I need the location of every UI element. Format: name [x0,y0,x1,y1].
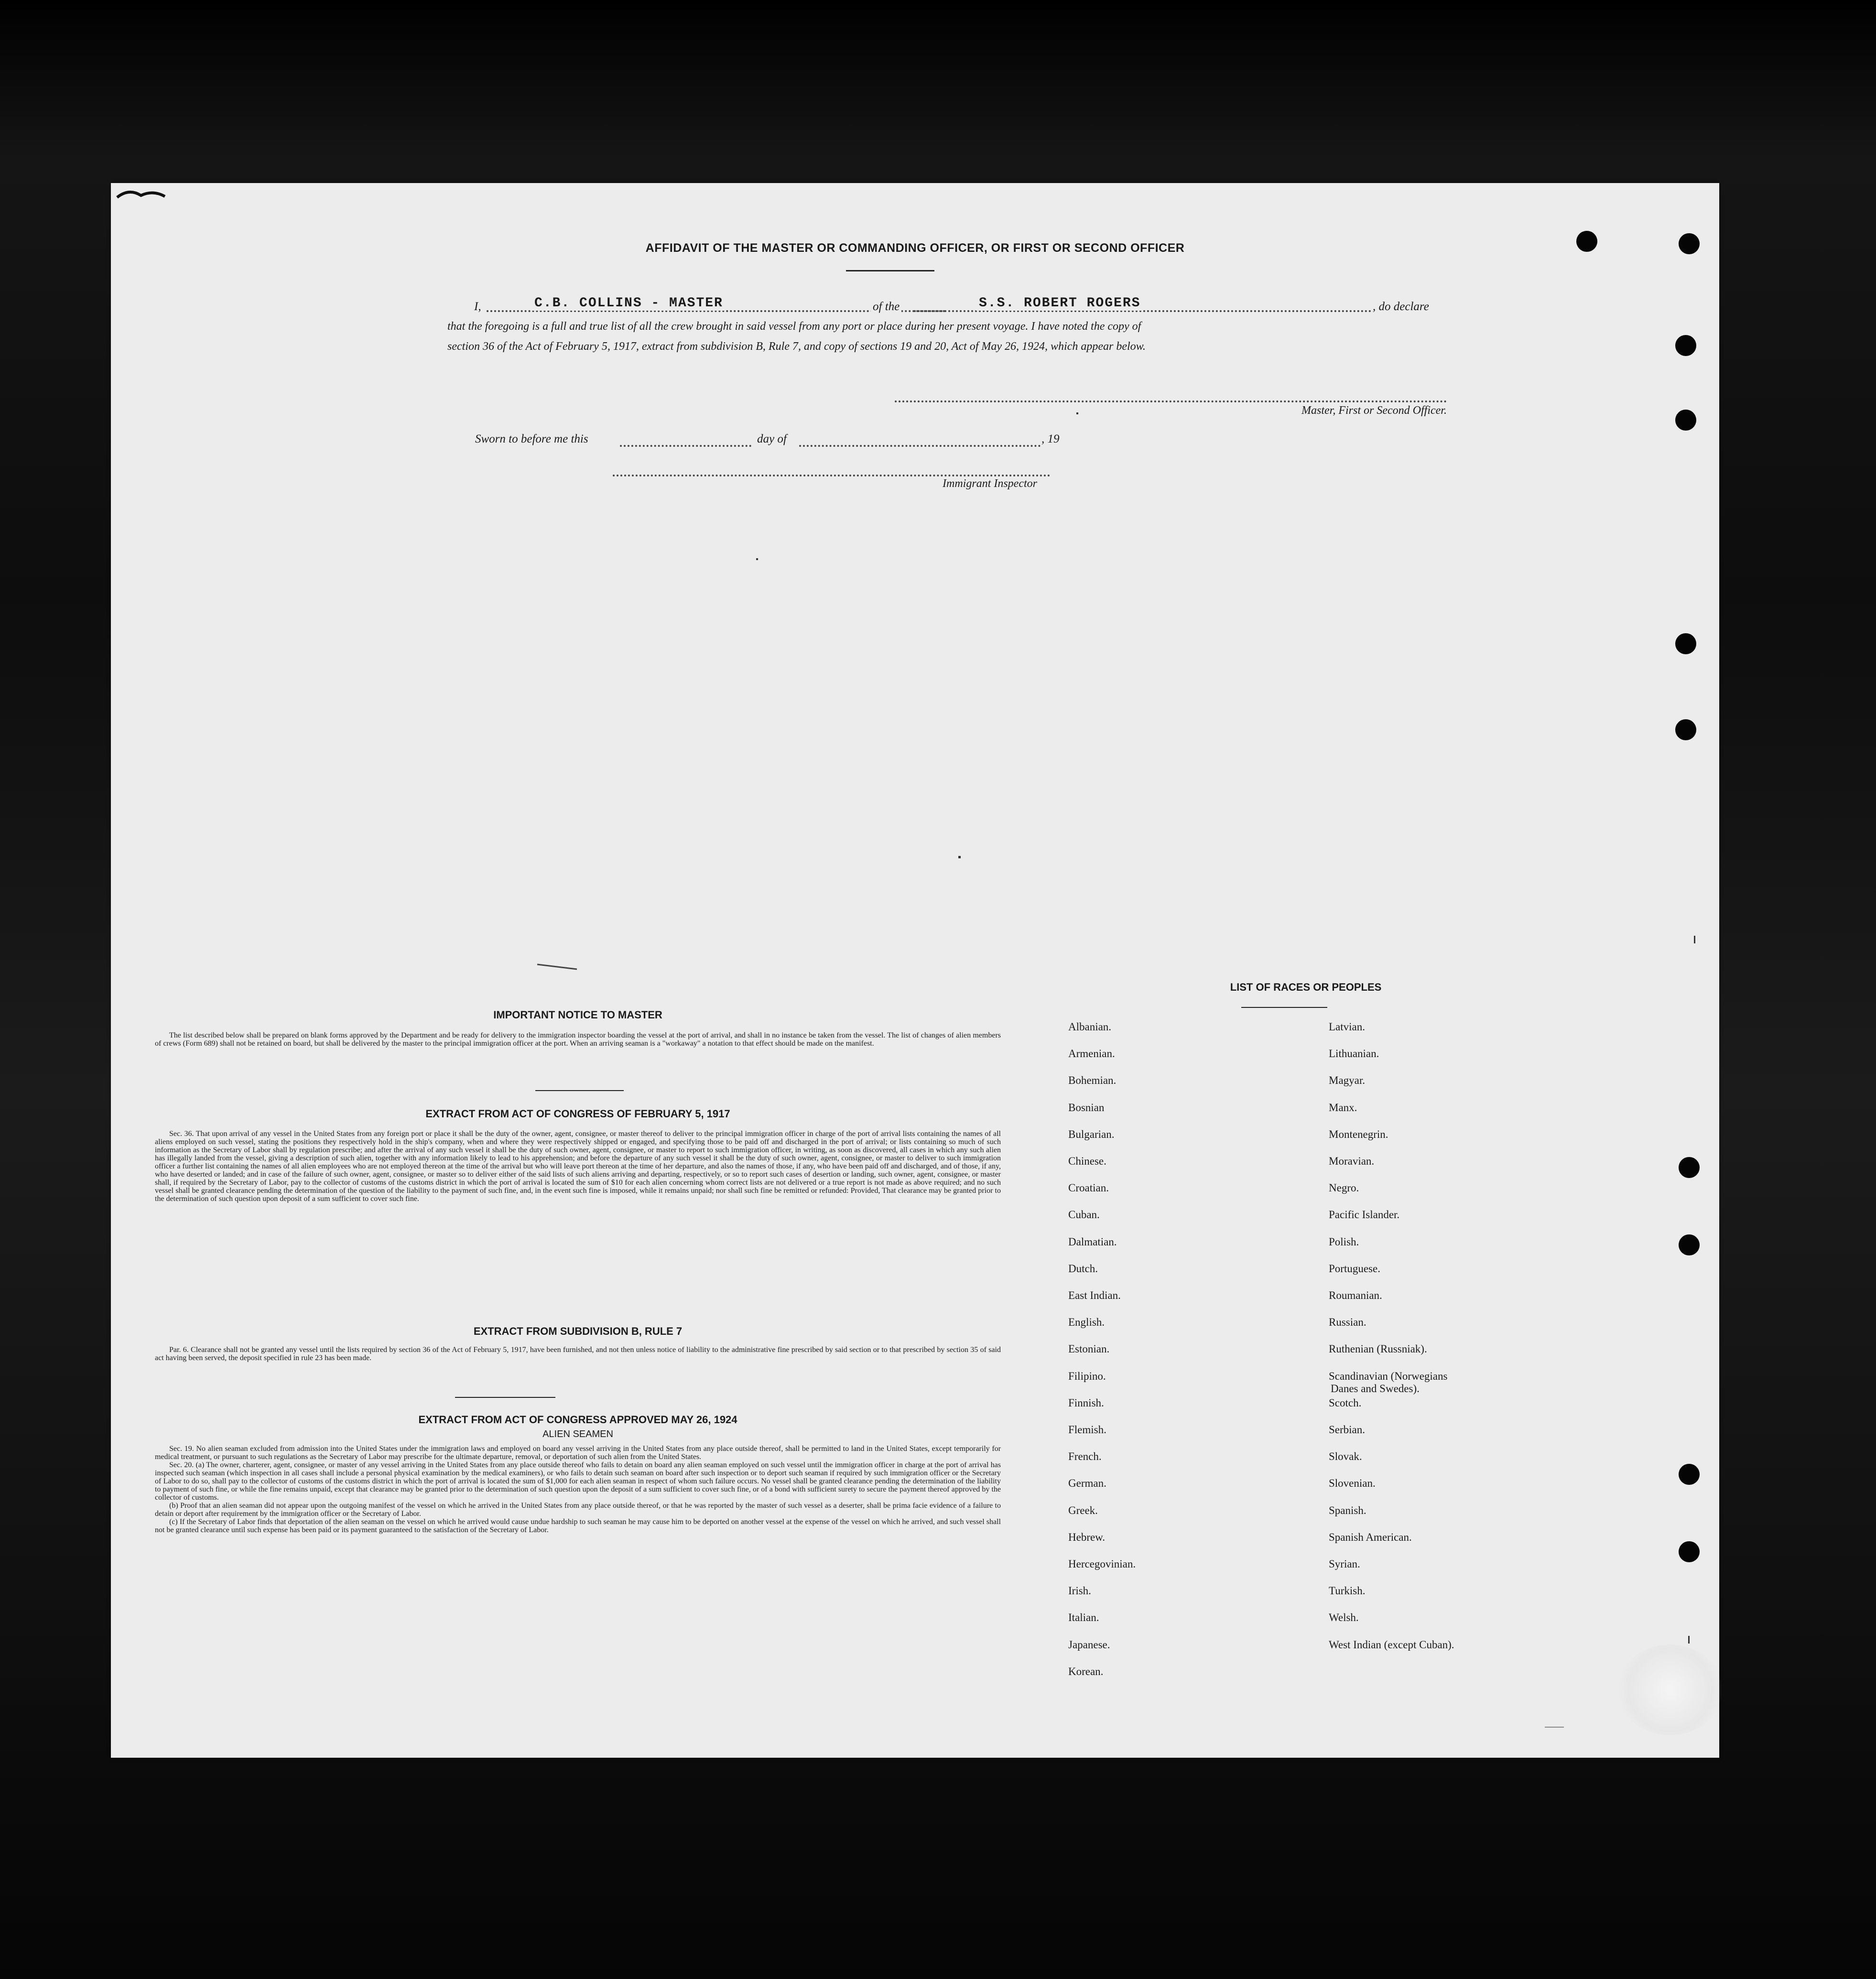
race-item: Irish. [1068,1585,1091,1597]
race-item: Negro. [1329,1182,1359,1194]
race-item: Moravian. [1329,1155,1375,1167]
inspector-caption: Immigrant Inspector [943,477,1037,490]
race-item: Syrian. [1329,1558,1360,1570]
extract-1924-title: EXTRACT FROM ACT OF CONGRESS APPROVED MAY 26, 1924 [418,1414,737,1426]
race-item: Serbian. [1329,1424,1366,1436]
affidavit-i: I, [474,300,481,313]
stray-mark [1076,412,1078,414]
affidavit-declare: , do declare [1373,300,1429,313]
race-item: Croatian. [1068,1182,1109,1194]
race-item: Latvian. [1329,1021,1365,1033]
extract-rule7-text: Par. 6. Clearance shall not be granted any vessel until the lists required by section 36 of the Act of February 5, 1917, have been furnished, and not then unless notice of liability to the administrative fine prescribed by said section or to that prescribed by section 35 of said act having been served, the deposit specified in rule 23 has been made. [155,1346,1001,1362]
affidavit-of-the: of the [871,300,901,314]
race-item: French. [1068,1450,1102,1463]
pen-stroke-mark [536,962,579,972]
sec-19-text: Sec. 19. No alien seaman excluded from admission into the United States under the immigration laws and employed on board any vessel arriving in the United States from any place outside thereof, shall be permitted to land in the United States, except temporarily for medical treatment, or pursuant to such regulations as the Secretary of Labor may prescribe for the ultimate departure, removal, or deportation of such alien from the United States. [155,1445,1001,1461]
binder-hole [1679,1157,1700,1178]
edge-mark [1694,936,1695,943]
notice-title: IMPORTANT NOTICE TO MASTER [493,1009,662,1021]
inspector-dotted-line [613,475,1050,476]
binder-hole [1679,1541,1700,1562]
race-item: East Indian. [1068,1289,1121,1301]
affidavit-line-3: section 36 of the Act of February 5, 1917, extract from subdivision B, Rule 7, and copy of sections 19 and 20, Act of May 26, 1924, which appear below. [447,340,1146,353]
race-item: Lithuanian. [1329,1048,1379,1060]
binder-hole [1675,633,1696,654]
signature-dotted-line [895,400,1447,402]
binder-hole [1675,410,1696,431]
race-item: Bohemian. [1068,1074,1117,1087]
race-item: English. [1068,1316,1105,1329]
affidavit-line-2: that the foregoing is a full and true list of all the crew brought in said vessel from any port or place during her present voyage. I have noted the copy of [447,320,1141,333]
race-item: Bosnian [1068,1101,1105,1114]
edge-mark [1688,1636,1690,1644]
sec-20c-text: (c) If the Secretary of Labor finds that deportation of the alien seaman on the vessel on which he arrived would cause undue hardship to such seaman he may cause him to be deported on another vessel at the expense of the vessel on which he arrived, and such vessel shall not be granted clearance until such expense has been paid or its payment guaranteed to the satisfaction of the Secretary of Labor. [155,1518,1001,1534]
binder-hole [1679,1234,1700,1255]
extract-1924-subtitle: ALIEN SEAMEN [542,1429,613,1439]
race-item: Ruthenian (Russniak). [1329,1343,1427,1355]
binder-hole [1679,1464,1700,1485]
section-rule [455,1397,555,1398]
race-item: Slovenian. [1329,1477,1376,1490]
race-item: Portuguese. [1329,1262,1380,1275]
binder-hole [1675,335,1696,356]
stray-mark [958,856,961,858]
race-item: Japanese. [1068,1638,1110,1651]
race-item: Welsh. [1329,1611,1359,1624]
vessel-name-field: S.S. ROBERT ROGERS [976,296,1143,311]
extract-rule7-title: EXTRACT FROM SUBDIVISION B, RULE 7 [473,1325,683,1337]
race-item: Manx. [1329,1101,1357,1114]
master-name-field: C.B. COLLINS - MASTER [531,296,726,311]
extract-1917-body [155,1130,1001,1203]
notice-body [155,1031,1001,1048]
extract-1917-title: EXTRACT FROM ACT OF CONGRESS OF FEBRUARY 5, 1917 [425,1108,730,1120]
affidavit-title: AFFIDAVIT OF THE MASTER OR COMMANDING OFFICER, OR FIRST OR SECOND OFFICER [645,241,1185,255]
race-item: Roumanian. [1329,1289,1382,1301]
races-rule [1241,1007,1327,1008]
race-item: Flemish. [1068,1424,1106,1436]
corner-pencil-mark [115,188,167,202]
race-item: Dutch. [1068,1262,1098,1275]
race-item: Montenegrin. [1329,1128,1388,1140]
race-item: Albanian. [1068,1021,1112,1033]
notice-body-text: The list described below shall be prepared on blank forms approved by the Department and be ready for delivery to the immigration inspector boarding the vessel at the port of arrival, and shall in no instance be taken from the vessel. The list of changes of alien members of crews (Form 689) shall not be retained on board, but shall be delivered by the master to the principal immigration officer at the port. When an arriving seaman is a "workaway" a notation to that effect should be made on the manifest. [155,1031,1001,1048]
race-item: West Indian (except Cuban). [1329,1638,1454,1651]
race-item: German. [1068,1477,1106,1490]
race-item: Russian. [1329,1316,1366,1329]
race-item: Filipino. [1068,1370,1106,1382]
sworn-day-dotted-line [620,445,751,447]
race-item: Finnish. [1068,1396,1104,1409]
sworn-prefix: Sworn to before me this [475,433,588,445]
sworn-month-dotted-line [799,445,1041,447]
embossed-seal [1617,1644,1723,1735]
race-item: Slovak. [1329,1450,1362,1463]
race-item: Korean. [1068,1665,1104,1677]
race-item: Estonian. [1068,1343,1110,1355]
stray-mark [756,558,758,560]
sworn-day-of: day of [757,433,787,445]
race-item: Pacific Islander. [1329,1209,1400,1221]
form-sheet [111,183,1719,1758]
races-title: LIST OF RACES OR PEOPLES [1230,981,1382,993]
race-item: Chinese. [1068,1155,1106,1167]
sec-20b-text: (b) Proof that an alien seaman did not appear upon the outgoing manifest of the vessel on which he arrived in the United States from any place outside thereof, or that he was reported by the master of such vessel as a deserter, shall be prima facie evidence of a failure to detain or deport after requirement by the immigration officer or the Secretary of Labor. [155,1502,1001,1518]
race-item: Dalmatian. [1068,1235,1117,1248]
race-item: Scotch. [1329,1396,1362,1409]
sworn-year: , 19 [1041,433,1060,445]
race-item: Bulgarian. [1068,1128,1115,1140]
race-item: Cuban. [1068,1209,1100,1221]
edge-mark [1545,1727,1564,1728]
race-item: Greek. [1068,1504,1098,1516]
race-item: Armenian. [1068,1048,1115,1060]
binder-hole [1675,719,1696,740]
race-item: Hebrew. [1068,1531,1106,1543]
race-item: Turkish. [1329,1585,1366,1597]
race-item: Scandinavian (Norwegians [1329,1370,1448,1382]
sec-20a-text: Sec. 20. (a) The owner, charterer, agent, consignee, or master of any vessel arriving in the United States from any place outside thereof who fails to detain on board any alien seaman employed on such vessel until the immigration officer in charge at the port of arrival has inspected such seaman (which inspection in all cases shall include a personal physical examination by the medical examiners), or who fails to detain such seaman on board after such inspection or to deport such seaman if required by such immigration officer or the Secretary of Labor to do so, shall pay to the collector of customs of the customs district in which the port of arrival is located the sum of $1,000 for each alien seaman in respect of whom such failure occurs. No vessel shall be granted clearance pending the determination of the liability to payment of such fine, or while the fine remains unpaid, except that clearance may be granted prior to the determination of such question upon the deposit of a sum sufficient to cover such fine, or of a bond with sufficient surety to secure the payment thereof approved by the collector of customs. [155,1461,1001,1502]
extract-1924-body [155,1445,1001,1534]
race-item: Magyar. [1329,1074,1366,1087]
extract-rule7-body [155,1346,1001,1362]
title-rule [846,270,934,271]
signature-caption: Master, First or Second Officer. [1301,404,1447,417]
race-item: Italian. [1068,1611,1099,1624]
race-item: Spanish. [1329,1504,1366,1516]
race-item: Hercegovinian. [1068,1558,1136,1570]
section-rule [535,1090,624,1091]
extract-1917-text: Sec. 36. That upon arrival of any vessel in the United States from any foreign port or place it shall be the duty of the owner, agent, consignee, or master thereof to deliver to the principal immigration officer in charge of the port of arrival lists containing the names of all aliens employed on such vessel, stating the positions they respectively hold in the ship's company, when and where they were respectively shipped or engaged, and specifying those to be paid off and discharged in the port of arrival; or lists containing so much of such information as the Secretary of Labor shall by regulation prescribe; and after the arrival of any such vessel it shall be the duty of such owner, agent, consignee, or master to report to such immigration officer, in writing, as soon as discovered, all cases in which any such alien has illegally landed from the vessel, giving a description of such alien, together with any information likely to lead to his apprehension; and before the departure of any such vessel it shall be the duty of such owner, agent, consignee, or master to deliver to such immigration officer a further list containing the names of all alien employees who are not employed thereon at the time of the arrival but who will leave port thereon at the time of her departure, and also the names of those, if any, who have been paid off and discharged, and of those, if any, who have deserted or landed; and in case of the failure of such owner, agent, consignee, or master so to deliver either of the said lists of such aliens arriving and departing, respectively, or so to report such cases of desertion or landing, such owner, agent, consignee, or master shall, if required by the Secretary of Labor, pay to the collector of customs of the customs district in which the port of arrival is located the sum of $10 for each alien concerning whom correct lists are not delivered or a true report is not made as above required; and no such vessel shall be granted clearance pending the determination of the question of the liability to the payment of such fine, and, in the event such fine is imposed, while it remains unpaid; nor shall such fine be remitted or refunded: Provided, That clearance may be granted prior to the determination of such question upon deposit of a sum sufficient to cover such fine. [155,1130,1001,1203]
race-item: Polish. [1329,1235,1359,1248]
race-item: Danes and Swedes). [1331,1382,1420,1395]
race-item: Spanish American. [1329,1531,1412,1543]
